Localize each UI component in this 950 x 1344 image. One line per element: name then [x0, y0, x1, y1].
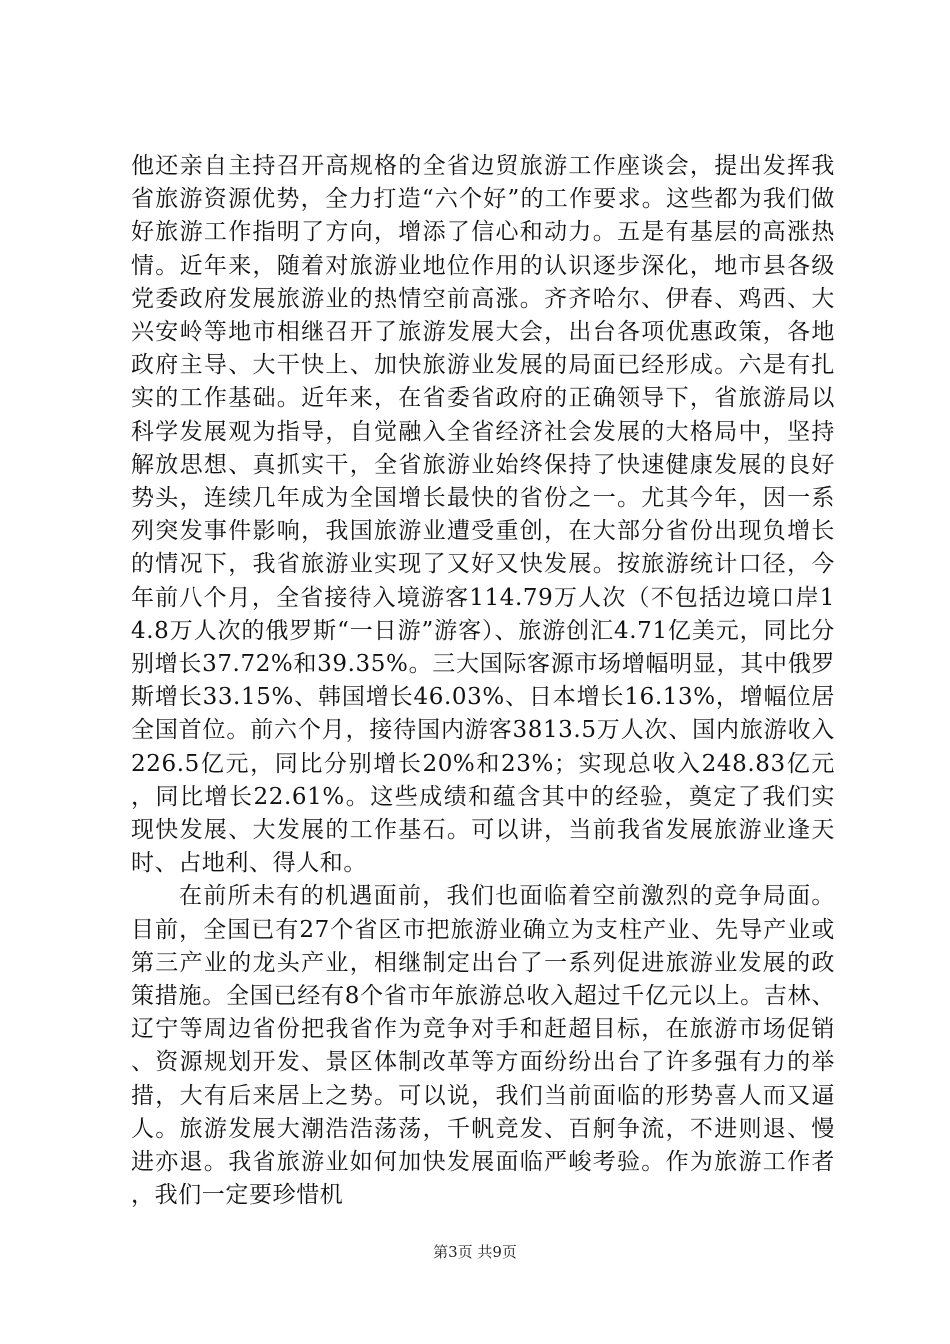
- document-body: [131, 150, 835, 1213]
- page-number-footer: 第3页 共9页: [433, 1243, 517, 1261]
- paragraph-continuation: 他还亲自主持召开高规格的全省边贸旅游工作座谈会，提出发挥我省旅游资源优势，全力打造“六个好”的工作要求。这些都为我们做好旅游工作指明了方向，增添了信心和动力。五是有基层的高涨热情。近年来，随着对旅游业地位作用的认识逐步深化，地市县各级党委政府发展旅游业的热情空前高涨。齐齐哈尔、伊春、鸡西、大兴安岭等地市相继召开了旅游发展大会，出台各项优惠政策，各地政府主导、大干快上、加快旅游业发展的局面已经形成。六是有扎实的工作基础。近年来，在省委省政府的正确领导下，省旅游局以科学发展观为指导，自觉融入全省经济社会发展的大格局中，坚持解放思想、真抓实干，全省旅游业始终保持了快速健康发展的良好势头，连续几年成为全国增长最快的省份之一。尤其今年，因一系列突发事件影响，我国旅游业遭受重创，在大部分省份出现负增长的情况下，我省旅游业实现了又好又快发展。按旅游统计口径，今年前八个月，全省接待入境游客114.79万人次（不包括边境口岸14.8万人次的俄罗斯“一日游”游客）、旅游创汇4.71亿美元，同比分别增长37.72%和39.35%。三大国际客源市场增幅明显，其中俄罗斯增长33.15%、韩国增长46.03%、日本增长16.13%，增幅位居全国首位。前六个月，接待国内游客3813.5万人次、国内旅游收入226.5亿元，同比分别增长20%和23%；实现总收入248.83亿元，同比增长22.61%。这些成绩和蕴含其中的经验，奠定了我们实现快发展、大发展的工作基石。可以讲，当前我省发展旅游业逢天时、占地利、得人和。: [131, 153, 835, 877]
- paragraph-competition: 在前所未有的机遇面前，我们也面临着空前激烈的竞争局面。目前，全国已有27个省区市把旅游业确立为支柱产业、先导产业或第三产业的龙头产业，相继制定出台了一系列促进旅游业发展的政策措施。全国已经有8个省市年旅游总收入超过千亿元以上。吉林、辽宁等周边省份把我省作为竞争对手和赶超目标，在旅游市场促销、资源规划开发、景区体制改革等方面纷纷出台了许多强有力的举措，大有后来居上之势。可以说，我们当前面临的形势喜人而又逼人。旅游发展大潮浩浩荡荡，千帆竞发、百舸争流，不进则退、慢进亦退。我省旅游业如何加快发展面临严峻考验。作为旅游工作者，我们一定要珍惜机: [131, 883, 835, 1209]
